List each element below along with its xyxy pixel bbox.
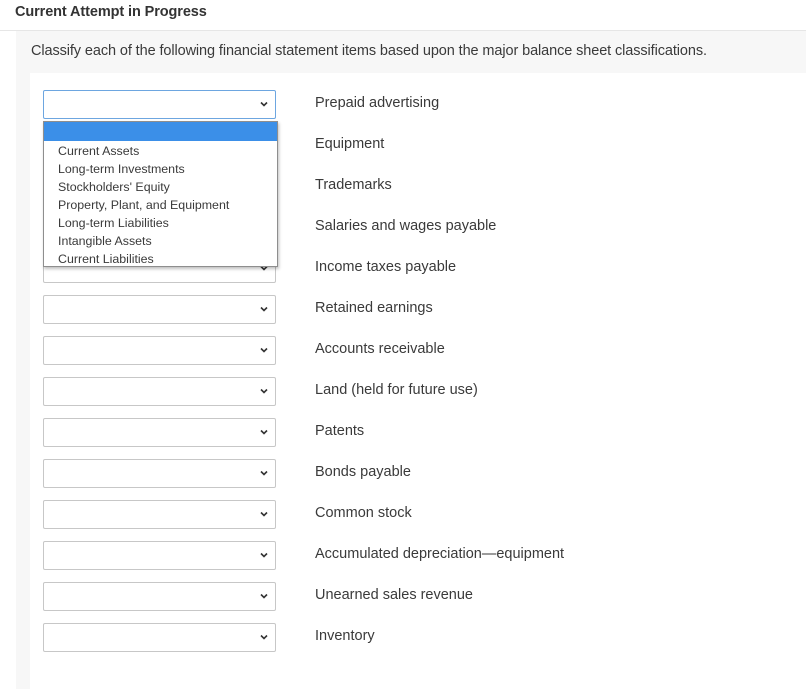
item-label: Accounts receivable <box>315 341 445 357</box>
classification-row <box>0 418 806 448</box>
classification-select[interactable] <box>43 459 276 488</box>
chevron-down-icon <box>259 550 269 560</box>
item-label: Retained earnings <box>315 300 433 316</box>
item-label: Bonds payable <box>315 464 411 480</box>
classification-select[interactable] <box>43 377 276 406</box>
item-label: Unearned sales revenue <box>315 587 473 603</box>
classification-select[interactable] <box>43 623 276 652</box>
header-bar <box>0 0 806 31</box>
classification-row <box>0 541 806 571</box>
dropdown-option[interactable]: Current Assets <box>58 144 140 158</box>
chevron-down-icon <box>259 632 269 642</box>
classification-dropdown-list <box>43 121 278 267</box>
item-label: Land (held for future use) <box>315 382 478 398</box>
chevron-down-icon <box>259 427 269 437</box>
item-label: Patents <box>315 423 365 439</box>
chevron-down-icon <box>259 345 269 355</box>
dropdown-option[interactable]: Long-term Investments <box>58 162 185 176</box>
chevron-down-icon <box>259 386 269 396</box>
item-label: Accumulated depreciation—equipment <box>315 546 565 562</box>
item-label: Salaries and wages payable <box>315 218 497 234</box>
classification-select[interactable] <box>43 582 276 611</box>
chevron-down-icon <box>259 99 269 109</box>
classification-select[interactable] <box>43 500 276 529</box>
chevron-down-icon <box>259 468 269 478</box>
classification-select[interactable] <box>43 336 276 365</box>
classification-row <box>0 459 806 489</box>
dropdown-option[interactable]: Stockholders' Equity <box>58 180 170 194</box>
item-label: Prepaid advertising <box>315 95 440 111</box>
chevron-down-icon <box>259 509 269 519</box>
classification-row <box>0 500 806 530</box>
page-title: Current Attempt in Progress <box>15 4 207 20</box>
classification-select[interactable] <box>43 295 276 324</box>
classification-row <box>0 623 806 653</box>
chevron-down-icon <box>259 304 269 314</box>
classification-select[interactable] <box>43 418 276 447</box>
item-label: Trademarks <box>315 177 392 193</box>
classification-row <box>0 377 806 407</box>
item-label: Equipment <box>315 136 385 152</box>
classification-row <box>0 336 806 366</box>
item-label: Income taxes payable <box>315 259 457 275</box>
dropdown-option[interactable]: Intangible Assets <box>58 234 152 248</box>
classification-select[interactable] <box>43 90 276 119</box>
dropdown-option-blank-selected[interactable] <box>44 122 277 141</box>
instruction-text: Classify each of the following financial statement items based upon the major balance sheet classifications. <box>31 43 707 59</box>
classification-select[interactable] <box>43 541 276 570</box>
dropdown-option[interactable]: Long-term Liabilities <box>58 216 169 230</box>
dropdown-option[interactable]: Current Liabilities <box>58 252 154 266</box>
item-label: Common stock <box>315 505 412 521</box>
classification-row <box>0 90 806 120</box>
chevron-down-icon <box>259 591 269 601</box>
classification-row <box>0 295 806 325</box>
dropdown-option[interactable]: Property, Plant, and Equipment <box>58 198 230 212</box>
item-label: Inventory <box>315 628 375 644</box>
classification-row <box>0 582 806 612</box>
